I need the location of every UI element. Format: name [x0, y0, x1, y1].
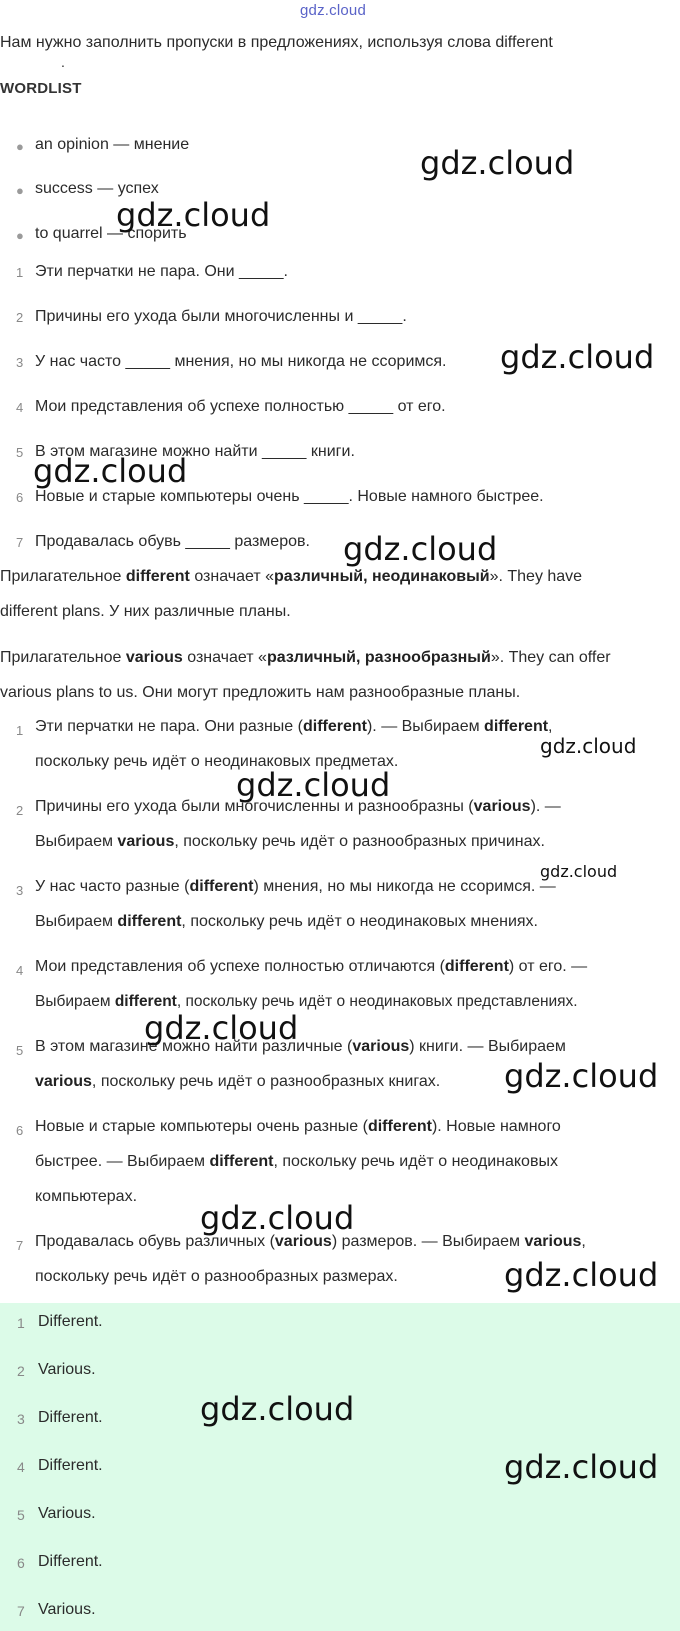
answer-item: Different.: [38, 1313, 103, 1330]
bullet-icon: ●: [16, 228, 24, 243]
answer-item: Different.: [38, 1457, 103, 1474]
solution-line: Продавалась обувь различных (various) размеров. — Выбираем various,: [35, 1233, 586, 1250]
solution-line: поскольку речь идёт о разнообразных размерах.: [35, 1268, 398, 1285]
site-logo[interactable]: gdz.cloud: [300, 2, 367, 19]
solution-line: компьютерах.: [35, 1188, 138, 1205]
solution-number: 2: [16, 803, 24, 818]
bullet-icon: ●: [16, 139, 24, 154]
task-item: У нас часто _____ мнения, но мы никогда не ссоримся.: [35, 353, 447, 370]
solution-line: поскольку речь идёт о неодинаковых предметах.: [35, 753, 399, 770]
explanation-different-example: different plans. У них различные планы.: [0, 603, 291, 620]
solution-line: Выбираем different, поскольку речь идёт о неодинаковых мнениях.: [35, 913, 538, 930]
answer-item: Various.: [38, 1361, 96, 1378]
wordlist-title: WORDLIST: [0, 80, 82, 97]
solution-number: 5: [16, 1043, 24, 1058]
task-number: 7: [16, 535, 24, 550]
explanation-different: Прилагательное different означает «различный, неодинаковый». They have: [0, 568, 583, 585]
solution-line: быстрее. — Выбираем different, поскольку речь идёт о неодинаковых: [35, 1153, 558, 1170]
solution-number: 7: [16, 1238, 24, 1253]
answer-item: Various.: [38, 1505, 96, 1522]
intro-text: Нам нужно заполнить пропуски в предложениях, используя слова different: [0, 34, 553, 51]
task-number: 4: [16, 400, 24, 415]
task-number: 3: [16, 355, 24, 370]
watermark: gdz.cloud: [540, 734, 637, 758]
task-number: 5: [16, 445, 24, 460]
task-number: 2: [16, 310, 24, 325]
watermark: gdz.cloud: [200, 1199, 355, 1237]
solution-number: 1: [16, 723, 24, 738]
solution-line: Эти перчатки не пара. Они разные (different). — Выбираем different,: [35, 718, 553, 735]
solution-number: 6: [16, 1123, 24, 1138]
solution-line: Мои представления об успехе полностью отличаются (different) от его. —: [35, 958, 588, 975]
answer-number: 2: [17, 1363, 25, 1379]
bullet-icon: ●: [16, 183, 24, 198]
watermark: gdz.cloud: [200, 1390, 355, 1428]
watermark: gdz.cloud: [33, 452, 188, 490]
task-item: Мои представления об успехе полностью _____ от его.: [35, 398, 446, 415]
task-item: В этом магазине можно найти _____ книги.: [35, 443, 355, 460]
task-item: Продавалась обувь _____ размеров.: [35, 533, 310, 550]
watermark: gdz.cloud: [500, 338, 655, 376]
solution-line: Причины его ухода были многочисленны и разнообразны (various). —: [35, 798, 561, 815]
task-item: Эти перчатки не пара. Они _____.: [35, 263, 288, 280]
watermark: gdz.cloud: [236, 766, 391, 804]
solution-line: Новые и старые компьютеры очень разные (different). Новые намного: [35, 1118, 561, 1135]
watermark: gdz.cloud: [540, 862, 618, 881]
solution-line: В этом магазине можно найти различные (various) книги. — Выбираем: [35, 1038, 566, 1055]
task-item: Новые и старые компьютеры очень _____. Новые намного быстрее.: [35, 488, 544, 505]
wordlist-item: to quarrel — спорить: [35, 225, 187, 242]
answer-item: Various.: [38, 1601, 96, 1618]
answer-number: 7: [17, 1603, 25, 1619]
solution-number: 3: [16, 883, 24, 898]
answer-number: 3: [17, 1411, 25, 1427]
watermark: gdz.cloud: [144, 1009, 299, 1047]
intro-dot: .: [61, 54, 65, 70]
answer-item: Different.: [38, 1553, 103, 1570]
answer-number: 4: [17, 1459, 25, 1475]
explanation-various: Прилагательное various означает «различный, разнообразный». They can offer: [0, 649, 611, 666]
task-number: 6: [16, 490, 24, 505]
watermark: gdz.cloud: [420, 144, 575, 182]
watermark: gdz.cloud: [116, 196, 271, 234]
answer-number: 5: [17, 1507, 25, 1523]
answer-number: 6: [17, 1555, 25, 1571]
wordlist-item: an opinion — мнение: [35, 136, 190, 153]
answer-number: 1: [17, 1315, 25, 1331]
watermark: gdz.cloud: [504, 1256, 659, 1294]
solution-line: various, поскольку речь идёт о разнообразных книгах.: [35, 1073, 441, 1090]
watermark: gdz.cloud: [504, 1448, 659, 1486]
solution-line: Выбираем different, поскольку речь идёт о неодинаковых представлениях.: [35, 993, 578, 1010]
solution-line: Выбираем various, поскольку речь идёт о разнообразных причинах.: [35, 833, 545, 850]
solution-line: У нас часто разные (different) мнения, но мы никогда не ссоримся. —: [35, 878, 556, 895]
wordlist-item: success — успех: [35, 180, 159, 197]
explanation-various-example: various plans to us. Они могут предложить нам разнообразные планы.: [0, 684, 521, 701]
watermark: gdz.cloud: [343, 530, 498, 568]
answer-item: Different.: [38, 1409, 103, 1426]
watermark: gdz.cloud: [504, 1057, 659, 1095]
task-number: 1: [16, 265, 24, 280]
task-item: Причины его ухода были многочисленны и _____.: [35, 308, 407, 325]
solution-number: 4: [16, 963, 24, 978]
